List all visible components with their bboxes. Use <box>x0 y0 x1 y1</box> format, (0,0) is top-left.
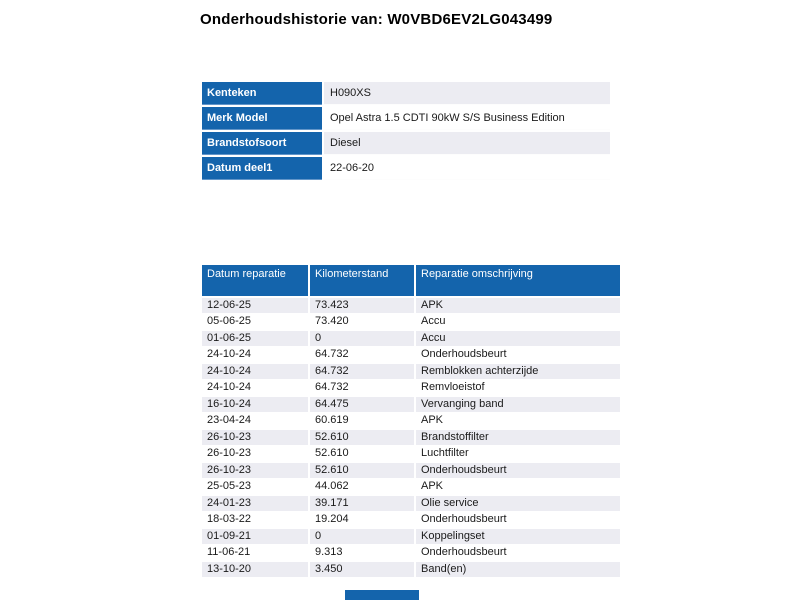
repair-description-cell: Remvloeistof <box>416 381 620 396</box>
repair-description-cell: Accu <box>416 315 620 330</box>
table-row <box>202 447 620 462</box>
maintenance-history-body <box>202 298 620 577</box>
vehicle-info-body <box>202 82 610 180</box>
column-header-reparatie-omschrijving: Reparatie omschrijving <box>416 265 620 296</box>
repair-description-cell: APK <box>416 414 620 429</box>
vehicle-info-label: Kenteken <box>202 82 322 105</box>
repair-description-cell: Onderhoudsbeurt <box>416 513 620 528</box>
table-row <box>202 430 620 445</box>
column-header-datum-reparatie: Datum reparatie <box>202 265 308 296</box>
odometer-cell: 44.062 <box>310 480 414 495</box>
odometer-cell: 64.732 <box>310 364 414 379</box>
table-row <box>202 562 620 577</box>
table-row <box>202 513 620 528</box>
repair-description-cell: Onderhoudsbeurt <box>416 348 620 363</box>
repair-description-cell: Olie service <box>416 496 620 511</box>
vehicle-info-value: H090XS <box>324 82 610 105</box>
repair-description-cell: Koppelingset <box>416 529 620 544</box>
table-row <box>202 529 620 544</box>
odometer-cell: 3.450 <box>310 562 414 577</box>
vehicle-info-label: Merk Model <box>202 107 322 130</box>
vehicle-info-label: Brandstofsoort <box>202 132 322 155</box>
repair-date-cell: 01-06-25 <box>202 331 308 346</box>
odometer-cell: 52.610 <box>310 447 414 462</box>
repair-date-cell: 11-06-21 <box>202 546 308 561</box>
repair-date-cell: 13-10-20 <box>202 562 308 577</box>
table-row <box>202 331 620 346</box>
next-table-header-fragment <box>345 590 419 600</box>
table-row <box>202 480 620 495</box>
odometer-cell: 9.313 <box>310 546 414 561</box>
repair-date-cell: 05-06-25 <box>202 315 308 330</box>
vehicle-info-label: Datum deel1 <box>202 157 322 180</box>
vehicle-info-row <box>202 107 610 130</box>
repair-description-cell: APK <box>416 480 620 495</box>
repair-date-cell: 23-04-24 <box>202 414 308 429</box>
repair-description-cell: APK <box>416 298 620 313</box>
table-row <box>202 496 620 511</box>
odometer-cell: 73.423 <box>310 298 414 313</box>
repair-description-cell: Onderhoudsbeurt <box>416 546 620 561</box>
repair-date-cell: 26-10-23 <box>202 430 308 445</box>
column-header-kilometerstand: Kilometerstand <box>310 265 414 296</box>
maintenance-history-header <box>202 265 620 296</box>
odometer-cell: 39.171 <box>310 496 414 511</box>
repair-description-cell: Onderhoudsbeurt <box>416 463 620 478</box>
repair-description-cell: Remblokken achterzijde <box>416 364 620 379</box>
repair-description-cell: Band(en) <box>416 562 620 577</box>
table-row <box>202 381 620 396</box>
repair-date-cell: 12-06-25 <box>202 298 308 313</box>
table-row <box>202 414 620 429</box>
table-row <box>202 397 620 412</box>
vehicle-info-row <box>202 157 610 180</box>
table-row <box>202 348 620 363</box>
repair-date-cell: 26-10-23 <box>202 463 308 478</box>
odometer-cell: 73.420 <box>310 315 414 330</box>
odometer-cell: 19.204 <box>310 513 414 528</box>
table-row <box>202 463 620 478</box>
odometer-cell: 64.732 <box>310 381 414 396</box>
odometer-cell: 64.475 <box>310 397 414 412</box>
odometer-cell: 52.610 <box>310 463 414 478</box>
table-row <box>202 546 620 561</box>
vehicle-info-row <box>202 82 610 105</box>
vehicle-info-row <box>202 132 610 155</box>
repair-description-cell: Vervanging band <box>416 397 620 412</box>
maintenance-history-table <box>200 263 622 579</box>
vehicle-info-value: Diesel <box>324 132 610 155</box>
odometer-cell: 52.610 <box>310 430 414 445</box>
repair-date-cell: 24-10-24 <box>202 348 308 363</box>
repair-date-cell: 25-05-23 <box>202 480 308 495</box>
repair-date-cell: 16-10-24 <box>202 397 308 412</box>
odometer-cell: 64.732 <box>310 348 414 363</box>
vehicle-info-value: Opel Astra 1.5 CDTI 90kW S/S Business Edition <box>324 107 610 130</box>
vehicle-info-value: 22-06-20 <box>324 157 610 180</box>
repair-date-cell: 26-10-23 <box>202 447 308 462</box>
table-row <box>202 298 620 313</box>
repair-date-cell: 24-10-24 <box>202 364 308 379</box>
repair-description-cell: Brandstoffilter <box>416 430 620 445</box>
page-title: Onderhoudshistorie van: W0VBD6EV2LG043499 <box>200 11 553 28</box>
odometer-cell: 60.619 <box>310 414 414 429</box>
repair-date-cell: 24-10-24 <box>202 381 308 396</box>
table-row <box>202 315 620 330</box>
odometer-cell: 0 <box>310 331 414 346</box>
repair-date-cell: 24-01-23 <box>202 496 308 511</box>
repair-description-cell: Accu <box>416 331 620 346</box>
repair-date-cell: 18-03-22 <box>202 513 308 528</box>
vehicle-info-table <box>200 80 612 182</box>
repair-description-cell: Luchtfilter <box>416 447 620 462</box>
table-row <box>202 364 620 379</box>
repair-date-cell: 01-09-21 <box>202 529 308 544</box>
odometer-cell: 0 <box>310 529 414 544</box>
